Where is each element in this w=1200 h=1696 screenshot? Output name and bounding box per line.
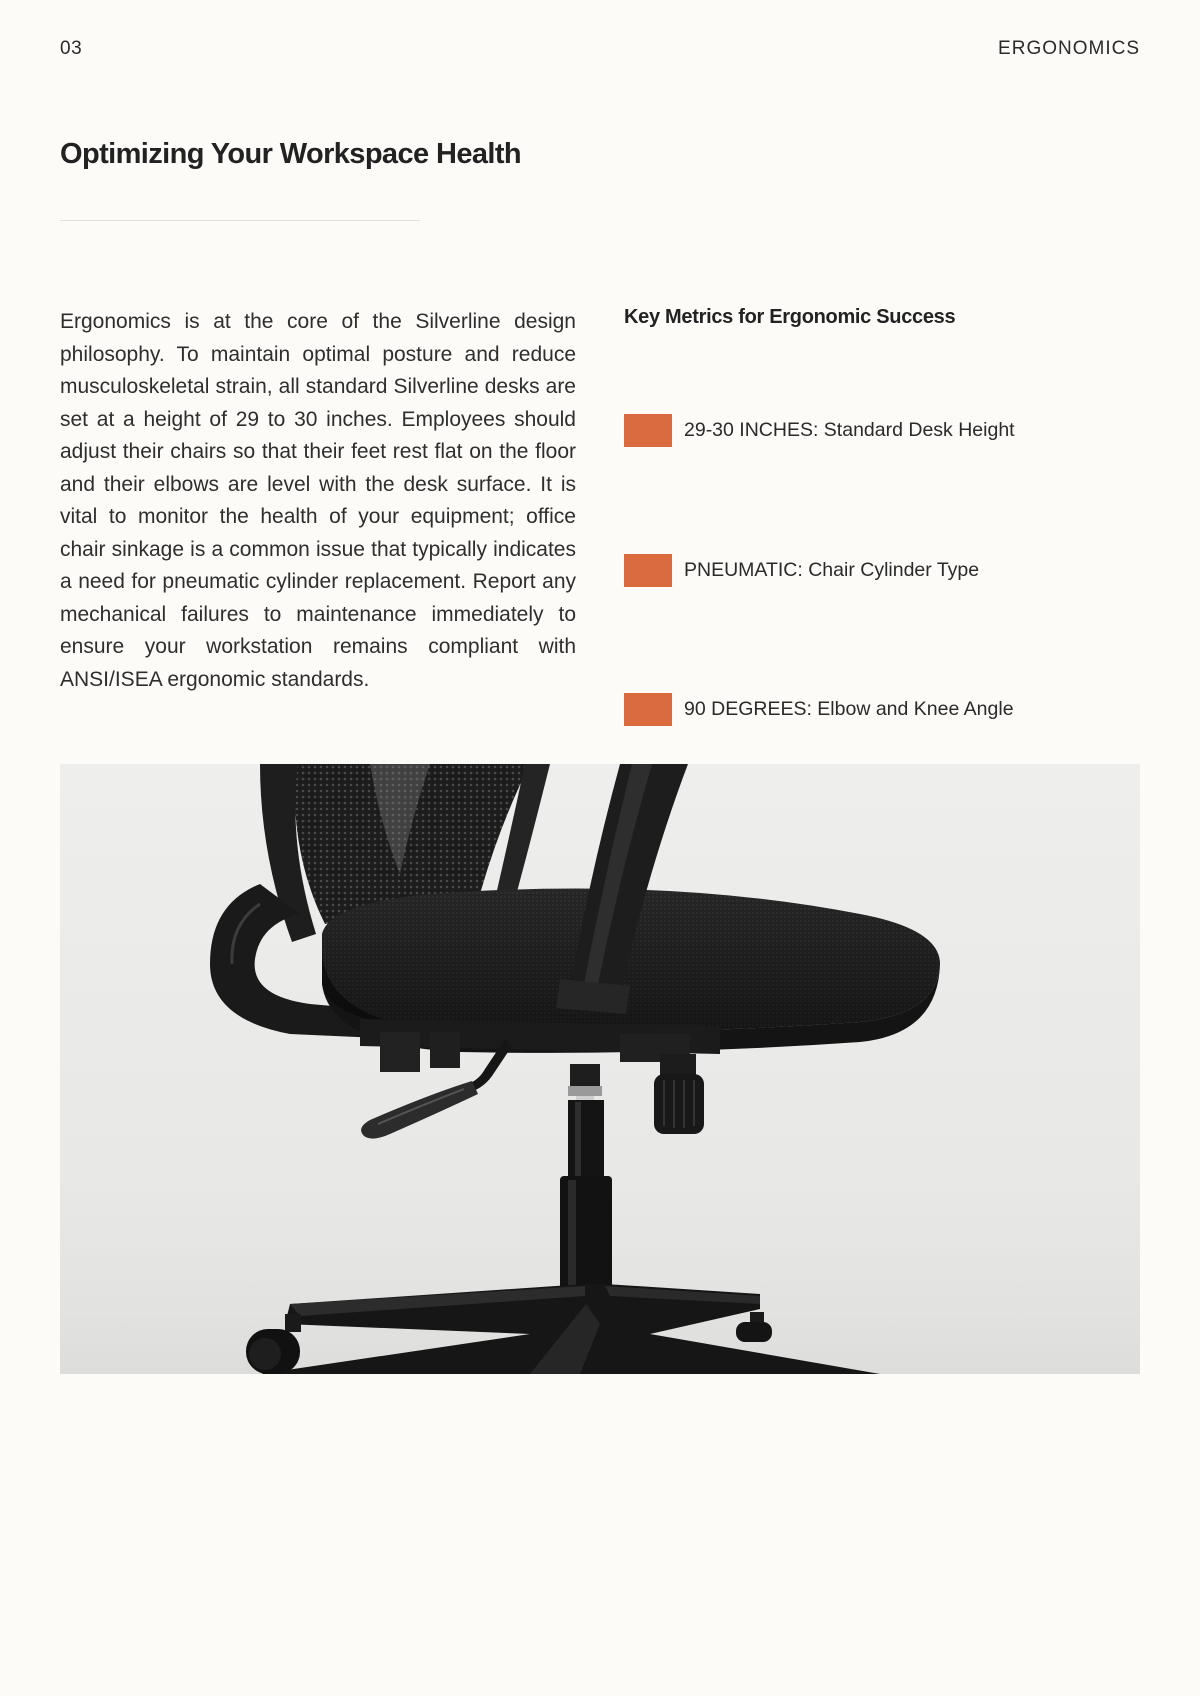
metric-label: 90 DEGREES: Elbow and Knee Angle: [684, 697, 1014, 720]
metric-item-desk-height: [624, 413, 1015, 447]
metrics-heading: Key Metrics for Ergonomic Success: [624, 306, 956, 328]
metric-swatch: [624, 693, 672, 726]
title-divider: [60, 220, 420, 221]
metric-swatch: [624, 554, 672, 587]
metric-label: PNEUMATIC: Chair Cylinder Type: [684, 558, 980, 581]
metric-item-angle: [624, 692, 1014, 726]
office-chair-photo: [60, 764, 1140, 1374]
metric-swatch: [624, 414, 672, 447]
page-title: Optimizing Your Workspace Health: [60, 138, 521, 170]
metric-label: 29-30 INCHES: Standard Desk Height: [684, 418, 1015, 441]
office-chair-illustration: [60, 764, 1140, 1374]
metric-item-cylinder-type: [624, 553, 979, 587]
section-label: ERGONOMICS: [998, 38, 1140, 59]
body-paragraph: Ergonomics is at the core of the Silverline design philosophy. To maintain optimal posture and reduce musculoskeletal strain, all standard Silverline desks are set at a height of 29 to 30 inches. Employees should adjust their chairs so that their feet rest flat on the floor and their elbows are level with the desk surface. It is vital to monitor the health of your equipment; office chair sinkage is a common issue that typically indicates a need for pneumatic cylinder replacement. Report any mechanical failures to maintenance immediately to ensure your workstation remains compliant with ANSI/ISEA ergonomic standards.: [60, 310, 576, 691]
key-metrics-panel: [624, 306, 1144, 720]
page-number: 03: [60, 38, 83, 59]
